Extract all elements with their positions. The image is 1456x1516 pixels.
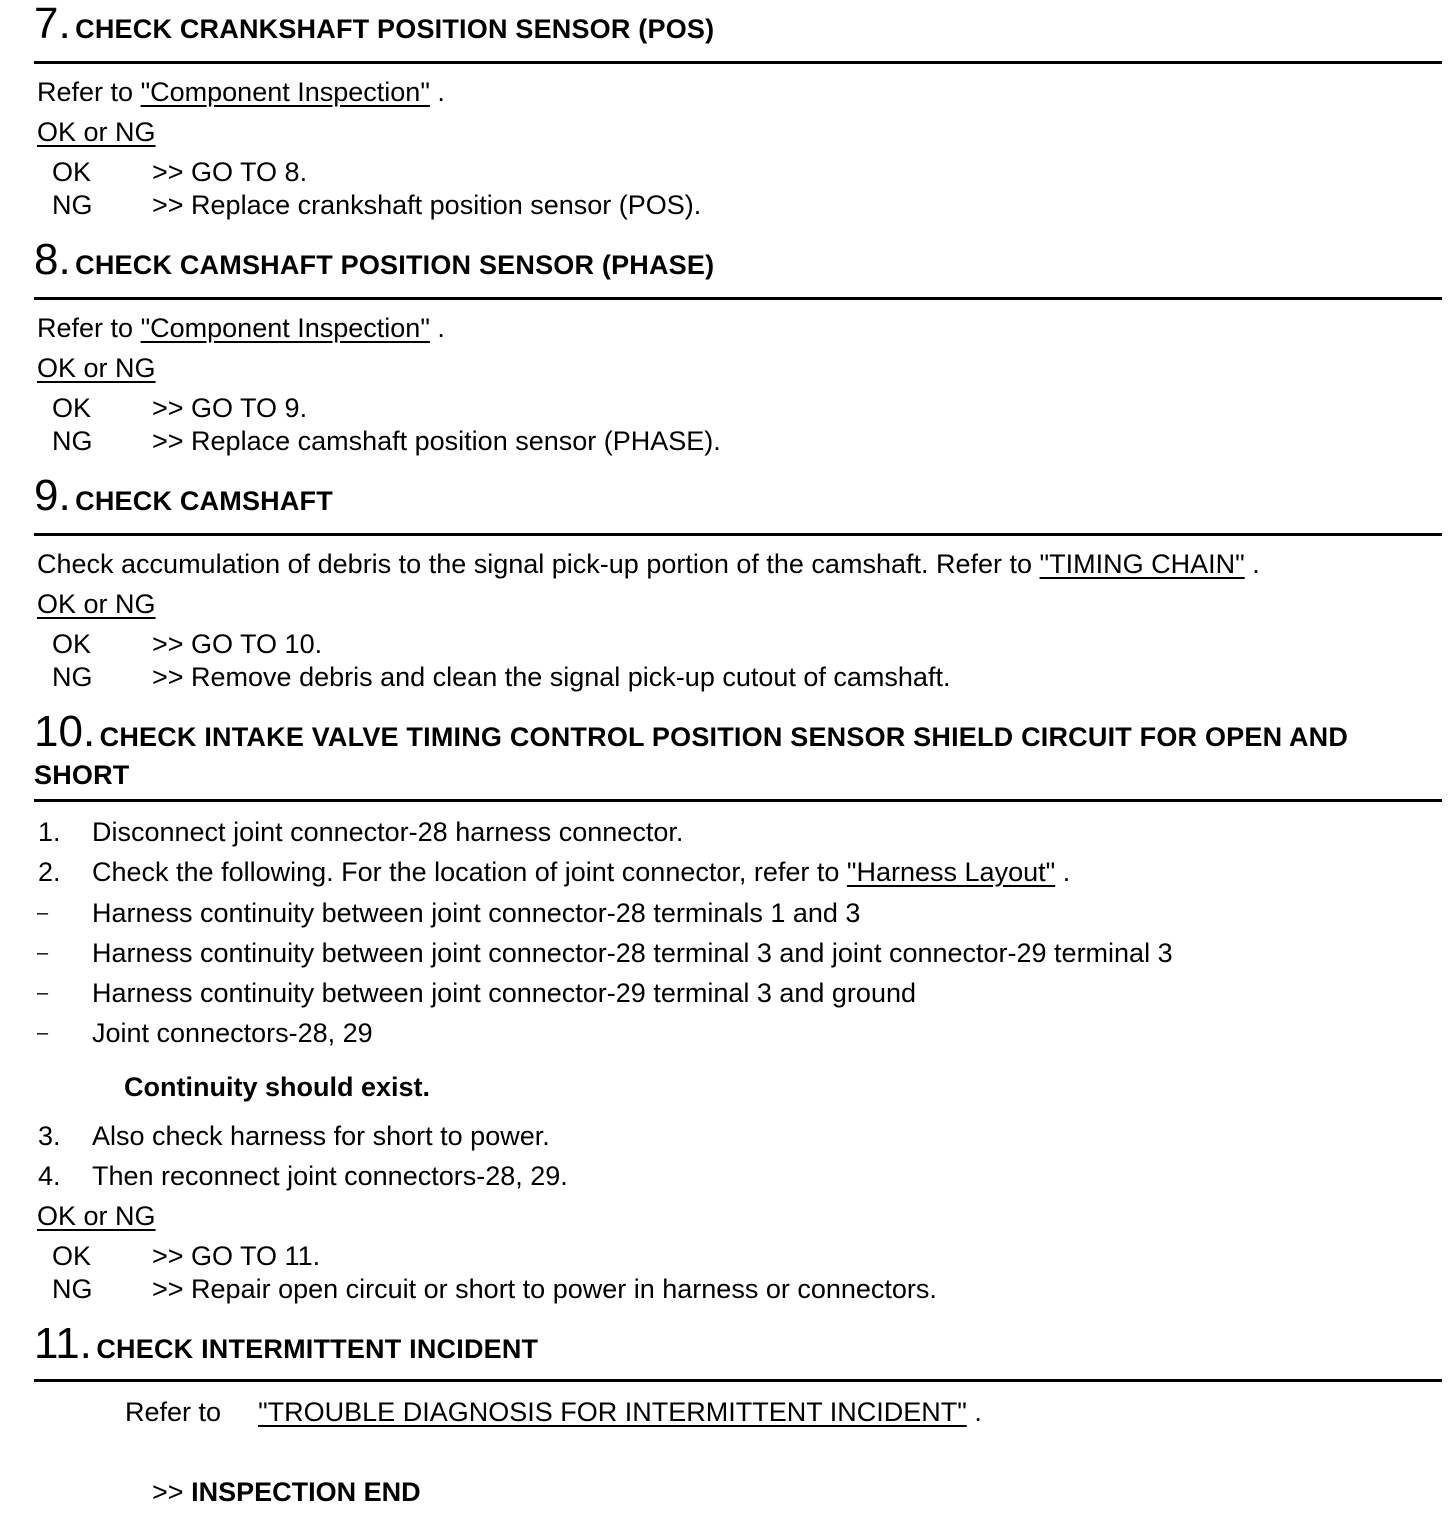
step-title: CHECK CAMSHAFT POSITION SENSOR (PHASE) bbox=[75, 250, 715, 280]
component-inspection-link[interactable]: "Component Inspection" bbox=[140, 313, 430, 343]
ok-result: OK >> GO TO 11. bbox=[52, 1241, 321, 1271]
divider bbox=[34, 1379, 1442, 1382]
trouble-diagnosis-link[interactable]: "TROUBLE DIAGNOSIS FOR INTERMITTENT INCIDENT" bbox=[258, 1397, 967, 1427]
ng-result: NG >> Repair open circuit or short to power in harness or connectors. bbox=[52, 1274, 937, 1304]
step-7-header bbox=[34, 2, 1442, 66]
list-item: Joint connectors-28, 29 bbox=[92, 1018, 373, 1048]
step-title: CHECK CAMSHAFT bbox=[75, 486, 333, 516]
divider bbox=[34, 799, 1442, 802]
refer-line: Check accumulation of debris to the signal pick-up portion of the camshaft. Refer to "TIMING CHAIN" . bbox=[37, 549, 1260, 579]
step-9-header bbox=[34, 471, 1442, 538]
list-marker: – bbox=[37, 1022, 49, 1044]
list-marker: 1. bbox=[38, 817, 61, 847]
list-item: Disconnect joint connector-28 harness connector. bbox=[92, 817, 684, 847]
ng-result: NG >> Replace camshaft position sensor (PHASE). bbox=[52, 426, 721, 456]
ok-or-ng-label: OK or NG bbox=[37, 117, 156, 147]
list-marker: – bbox=[37, 982, 49, 1004]
step-number: 11. bbox=[34, 1319, 92, 1368]
step-number: 8. bbox=[34, 235, 71, 284]
list-marker: 4. bbox=[38, 1161, 61, 1191]
list-marker: 2. bbox=[38, 857, 61, 887]
refer-line: Refer to "TROUBLE DIAGNOSIS FOR INTERMITTENT INCIDENT" . bbox=[125, 1397, 982, 1427]
divider bbox=[34, 533, 1442, 536]
timing-chain-link[interactable]: "TIMING CHAIN" bbox=[1039, 549, 1245, 579]
list-item: Check the following. For the location of joint connector, refer to "Harness Layout" . bbox=[92, 857, 1071, 887]
harness-layout-link[interactable]: "Harness Layout" bbox=[846, 857, 1056, 887]
divider bbox=[34, 61, 1442, 64]
component-inspection-link[interactable]: "Component Inspection" bbox=[140, 77, 430, 107]
ok-result: OK >> GO TO 10. bbox=[52, 629, 323, 659]
divider bbox=[34, 297, 1442, 300]
ng-result: NG >> Remove debris and clean the signal pick-up cutout of camshaft. bbox=[52, 662, 951, 692]
step-title: CHECK INTERMITTENT INCIDENT bbox=[96, 1334, 539, 1364]
ok-result: OK >> GO TO 8. bbox=[52, 157, 308, 187]
refer-line: Refer to "Component Inspection" . bbox=[37, 313, 445, 343]
step-10-header bbox=[34, 707, 1442, 806]
list-item: Also check harness for short to power. bbox=[92, 1121, 550, 1151]
ok-result: OK >> GO TO 9. bbox=[52, 393, 308, 423]
step-11-header bbox=[34, 1319, 1442, 1386]
step-title: CHECK CRANKSHAFT POSITION SENSOR (POS) bbox=[75, 14, 715, 44]
list-item: Harness continuity between joint connector-28 terminal 3 and joint connector-29 terminal 3 bbox=[92, 938, 1173, 968]
step-title-continued: SHORT bbox=[34, 760, 130, 790]
step-title: CHECK INTAKE VALVE TIMING CONTROL POSITION SENSOR SHIELD CIRCUIT FOR OPEN AND bbox=[99, 722, 1349, 752]
continuity-note: Continuity should exist. bbox=[124, 1072, 431, 1102]
ng-result: NG >> Replace crankshaft position sensor (POS). bbox=[52, 190, 702, 220]
refer-line: Refer to "Component Inspection" . bbox=[37, 77, 445, 107]
step-number: 9. bbox=[34, 471, 71, 520]
step-number: 10. bbox=[34, 707, 96, 756]
inspection-end: >> INSPECTION END bbox=[152, 1477, 421, 1507]
list-marker: – bbox=[37, 942, 49, 964]
ok-or-ng-label: OK or NG bbox=[37, 1201, 156, 1231]
list-item: Harness continuity between joint connector-29 terminal 3 and ground bbox=[92, 978, 916, 1008]
step-8-header bbox=[34, 235, 1442, 302]
list-marker: 3. bbox=[38, 1121, 61, 1151]
ok-or-ng-label: OK or NG bbox=[37, 589, 156, 619]
list-item: Then reconnect joint connectors-28, 29. bbox=[92, 1161, 568, 1191]
step-number: 7. bbox=[34, 0, 71, 48]
list-item: Harness continuity between joint connector-28 terminals 1 and 3 bbox=[92, 898, 861, 928]
ok-or-ng-label: OK or NG bbox=[37, 353, 156, 383]
list-marker: – bbox=[37, 902, 49, 924]
